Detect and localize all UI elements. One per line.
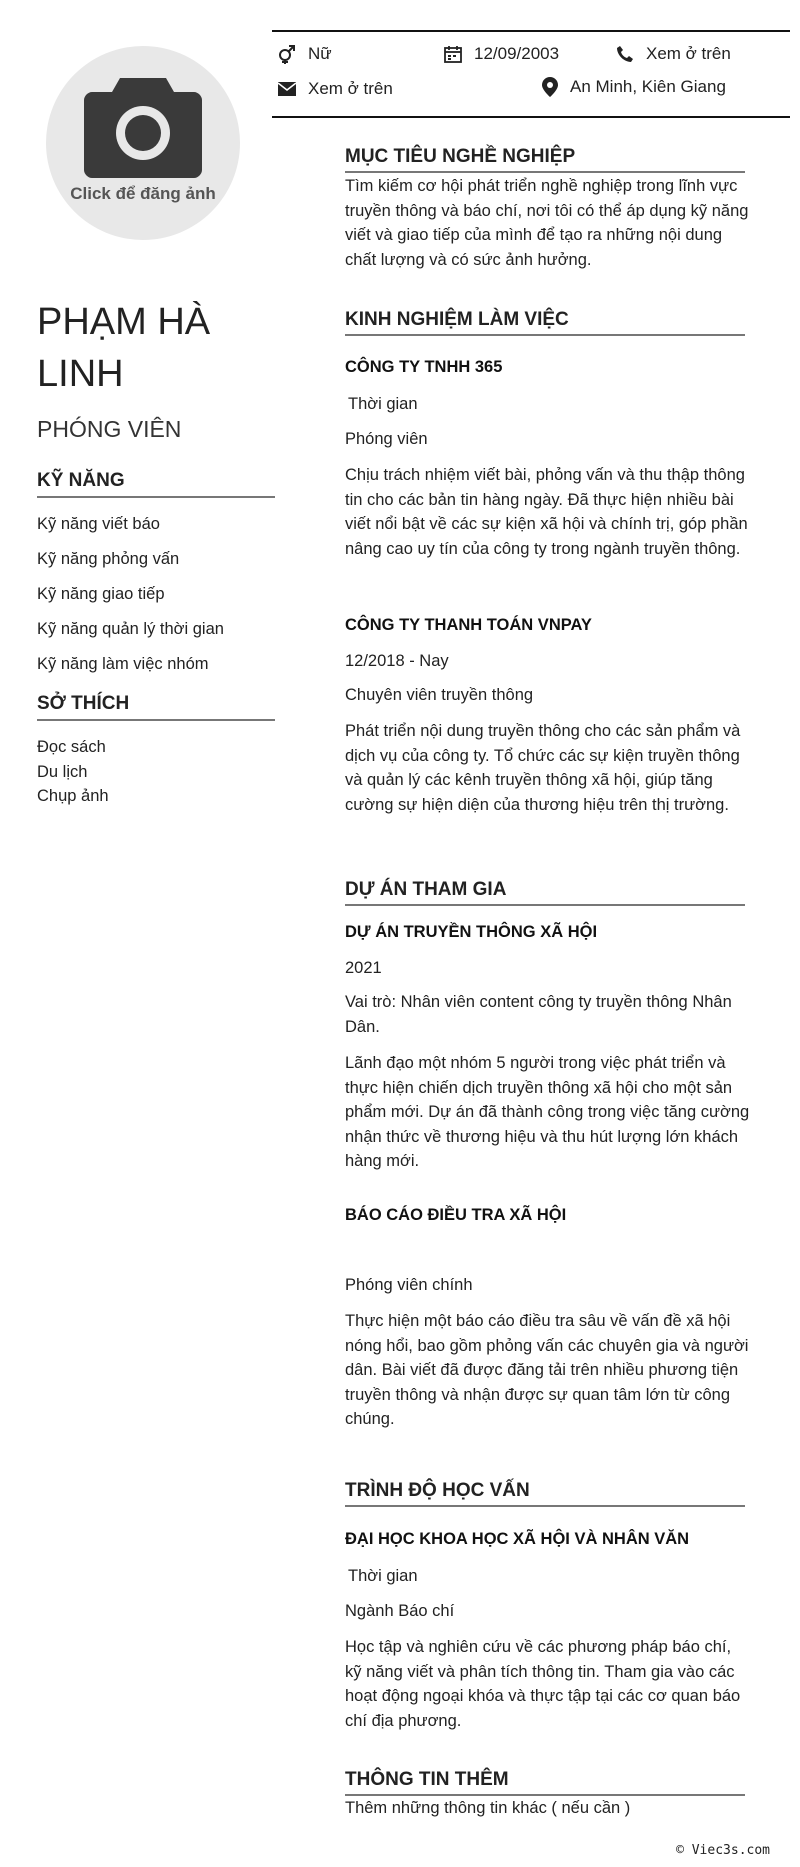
phone-value: Xem ở trên — [646, 44, 731, 63]
gender-value: Nữ — [308, 44, 332, 63]
education-major: Ngành Báo chí — [345, 1602, 455, 1620]
contact-email — [278, 79, 393, 99]
contact-birthday — [444, 44, 559, 64]
hobby-item: Chụp ảnh — [37, 787, 109, 805]
envelope-icon — [278, 82, 296, 96]
skills-list — [37, 513, 224, 688]
education-school: ĐẠI HỌC KHOA HỌC XÃ HỘI VÀ NHÂN VĂN — [345, 1530, 690, 1548]
education-time: Thời gian — [348, 1567, 418, 1585]
more-info-heading: THÔNG TIN THÊM — [345, 1769, 745, 1796]
project-role: Phóng viên chính — [345, 1276, 473, 1294]
project-time: 2021 — [345, 959, 382, 977]
contact-gender — [278, 44, 332, 64]
skill-item: Kỹ năng làm việc nhóm — [37, 655, 209, 673]
experience-company: CÔNG TY TNHH 365 — [345, 358, 503, 376]
experience-heading: KINH NGHIỆM LÀM VIỆC — [345, 309, 745, 336]
hobby-item: Đọc sách — [37, 738, 106, 756]
contact-phone — [616, 44, 731, 64]
gender-icon — [278, 44, 296, 64]
experience-description: Chịu trách nhiệm viết bài, phỏng vấn và thu thập thông tin cho các bản tin hàng ngày. Đã thực hiện nhiều bài viết nổi bật về các sự kiện xã hội và chính trị, góp phần nâng cao uy tín của công ty trong ngành truyền thông. — [345, 466, 748, 558]
name-line-2: LINH — [37, 353, 124, 395]
skill-item: Kỹ năng phỏng vấn — [37, 550, 180, 568]
avatar-upload[interactable] — [46, 46, 240, 240]
hobbies-heading: SỞ THÍCH — [37, 693, 275, 721]
education-heading: TRÌNH ĐỘ HỌC VẤN — [345, 1480, 745, 1507]
experience-role: Phóng viên — [345, 430, 428, 448]
projects-heading: DỰ ÁN THAM GIA — [345, 879, 745, 906]
skill-item: Kỹ năng giao tiếp — [37, 585, 165, 603]
email-value: Xem ở trên — [308, 79, 393, 98]
project-description: Thực hiện một báo cáo điều tra sâu về vấn đề xã hội nóng hổi, bao gồm phỏng vấn các chuyên gia và người dân. Bài viết đã được đăng tải trên nhiều phương tiện truyền thông và nhận được sự quan tâm lớn từ công chúng. — [345, 1312, 749, 1428]
job-title: PHÓNG VIÊN — [37, 416, 182, 442]
location-pin-icon — [542, 77, 558, 97]
project-description: Lãnh đạo một nhóm 5 người trong việc phát triển và thực hiện chiến dịch truyền thông xã hội cho một sản phẩm mới. Dự án đã thành công trong việc tăng cường nhận thức về thương hiệu và thu hút lượng lớn khách hàng mới. — [345, 1054, 750, 1170]
experience-time: 12/2018 - Nay — [345, 652, 449, 670]
skill-item: Kỹ năng quản lý thời gian — [37, 620, 224, 638]
footer-credit: © Viec3s.com — [676, 1843, 770, 1858]
name-line-1: PHẠM HÀ — [37, 301, 211, 343]
project-role: Vai trò: Nhân viên content công ty truyền thông Nhân Dân. — [345, 993, 732, 1036]
address-value: An Minh, Kiên Giang — [570, 77, 726, 96]
experience-role: Chuyên viên truyền thông — [345, 686, 534, 704]
more-info-text: Thêm những thông tin khác ( nếu cần ) — [345, 1799, 631, 1817]
hobby-item: Du lịch — [37, 762, 88, 781]
calendar-icon — [444, 45, 462, 63]
hobbies-list — [37, 736, 109, 810]
experience-time: Thời gian — [348, 395, 418, 413]
skill-item: Kỹ năng viết báo — [37, 515, 160, 533]
objective-text: Tìm kiếm cơ hội phát triển nghề nghiệp trong lĩnh vực truyền thông và báo chí, nơi tôi có thể áp dụng kỹ năng viết và giao tiếp của mình để tạo ra những nội dung chất lượng và có sức ảnh hưởng. — [345, 177, 749, 269]
project-name: DỰ ÁN TRUYỀN THÔNG XÃ HỘI — [345, 923, 598, 941]
project-name: BÁO CÁO ĐIỀU TRA XÃ HỘI — [345, 1206, 567, 1224]
experience-company: CÔNG TY THANH TOÁN VNPAY — [345, 616, 592, 634]
objective-heading: MỤC TIÊU NGHỀ NGHIỆP — [345, 146, 745, 173]
contact-address — [542, 77, 726, 97]
skills-heading: KỸ NĂNG — [37, 470, 275, 498]
education-description: Học tập và nghiên cứu về các phương pháp báo chí, kỹ năng viết và phân tích thông tin. Tham gia vào các hoạt động ngoại khóa và thực tập tại các cơ quan báo chí địa phương. — [345, 1638, 741, 1730]
experience-description: Phát triển nội dung truyền thông cho các sản phẩm và dịch vụ của công ty. Tổ chức các sự kiện truyền thông và quản lý các kênh truyền thông xã hội, giúp tăng cường sự hiện diện của thương hiệu trên thị trường. — [345, 722, 741, 814]
phone-icon — [616, 45, 634, 63]
avatar-label: Click để đăng ảnh — [70, 184, 216, 203]
candidate-name — [37, 296, 277, 400]
birthday-value: 12/09/2003 — [474, 44, 560, 63]
camera-icon — [84, 74, 202, 178]
contact-bar — [272, 30, 790, 118]
